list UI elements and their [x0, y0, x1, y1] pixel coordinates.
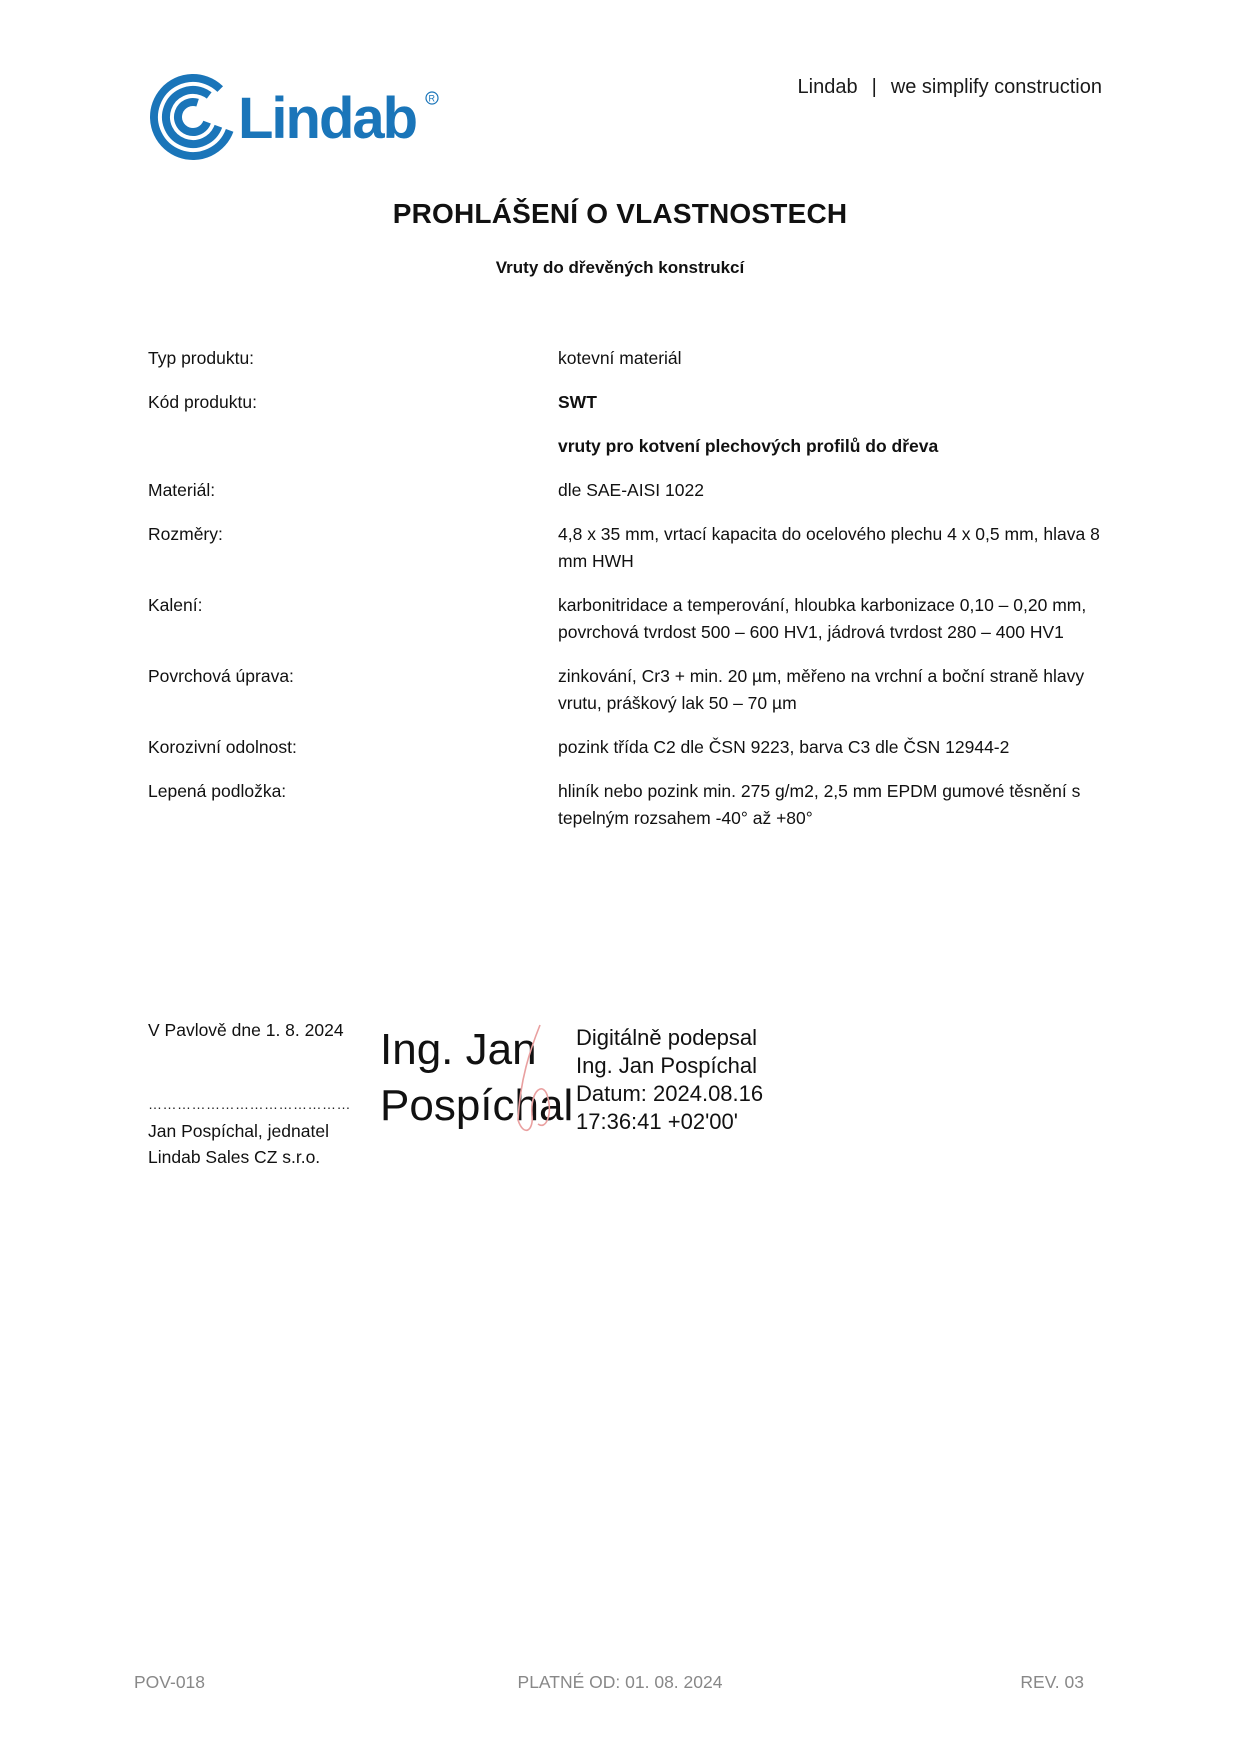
spec-row-description — [148, 433, 1118, 460]
spec-value: 4,8 x 35 mm, vrtací kapacita do ocelového plechu 4 x 0,5 mm, hlava 8 mm HWH — [558, 524, 1100, 571]
digital-signer: Ing. Jan Pospíchal — [576, 1053, 758, 1078]
spec-row-type — [148, 345, 1118, 372]
spec-label: Rozměry: — [148, 524, 223, 544]
signer-info — [148, 1118, 329, 1170]
tagline-text: we simplify construction — [890, 76, 1102, 98]
spec-row-code — [148, 389, 1118, 416]
tagline — [798, 76, 1102, 99]
spec-label: Lepená podložka: — [148, 781, 287, 801]
signature-scribble-icon — [510, 1020, 570, 1140]
spec-row-dimensions — [148, 521, 1118, 575]
spec-row-corrosion — [148, 734, 1118, 761]
spec-label: Kód produktu: — [148, 392, 257, 412]
footer-doc-code: POV-018 — [134, 1672, 206, 1692]
spec-value: hliník nebo pozink min. 275 g/m2, 2,5 mm EPDM gumové těsnění s tepelným rozsahem -40° až +80° — [558, 781, 1081, 828]
spec-row-washer — [148, 778, 1118, 832]
signature-name-line2: Pospíchal — [380, 1081, 574, 1130]
lindab-logo-mark — [150, 72, 450, 162]
spec-label: Povrchová úprava: — [148, 666, 294, 686]
spec-table — [148, 345, 1118, 849]
logo-wordmark: Lindab — [238, 86, 417, 151]
spec-label: Korozivní odolnost: — [148, 737, 297, 757]
signature-line: …………………………………… — [148, 1096, 351, 1112]
document-title: PROHLÁŠENÍ O VLASTNOSTECH — [392, 198, 848, 229]
spec-value: vruty pro kotvení plechových profilů do dřeva — [558, 436, 939, 456]
svg-text:R: R — [428, 93, 435, 104]
spec-label: Typ produktu: — [148, 348, 255, 368]
tagline-separator: | — [871, 76, 877, 98]
spec-value: pozink třída C2 dle ČSN 9223, barva C3 dle ČSN 12944-2 — [558, 737, 1010, 757]
spec-value: dle SAE-AISI 1022 — [558, 480, 704, 500]
spec-value: SWT — [558, 392, 597, 412]
signature-name-line1: Ing. Jan — [380, 1025, 537, 1074]
footer-revision: REV. 03 — [1020, 1672, 1084, 1692]
spec-value: karbonitridace a temperování, hloubka karbonizace 0,10 – 0,20 mm, povrchová tvrdost 500 – 600 HV1, jádrová tvrdost 280 – 400 HV1 — [558, 595, 1087, 642]
signer-name-role: Jan Pospíchal, jednatel — [148, 1121, 329, 1141]
tagline-brand: Lindab — [797, 76, 858, 98]
spec-row-surface — [148, 663, 1118, 717]
spec-label — [148, 433, 558, 460]
digital-time: 17:36:41 +02'00' — [576, 1109, 738, 1134]
digital-date: Datum: 2024.08.16 — [576, 1081, 764, 1106]
digital-signed-label: Digitálně podepsal — [576, 1025, 758, 1050]
spec-value: kotevní materiál — [558, 348, 682, 368]
lindab-logo — [150, 72, 450, 162]
signer-company: Lindab Sales CZ s.r.o. — [148, 1147, 321, 1167]
spec-row-hardening — [148, 592, 1118, 646]
digital-signature-details — [576, 1024, 763, 1136]
spec-label: Materiál: — [148, 480, 216, 500]
spec-value: zinkování, Cr3 + min. 20 µm, měřeno na vrchní a boční straně hlavy vrutu, práškový lak 50 – 70 µm — [558, 666, 1085, 713]
spec-row-material — [148, 477, 1118, 504]
document-subtitle: Vruty do dřevěných konstrukcí — [495, 258, 745, 277]
spec-label: Kalení: — [148, 595, 203, 615]
place-and-date: V Pavlově dne 1. 8. 2024 — [148, 1020, 344, 1040]
footer-valid-from: PLATNÉ OD: 01. 08. 2024 — [517, 1672, 723, 1692]
